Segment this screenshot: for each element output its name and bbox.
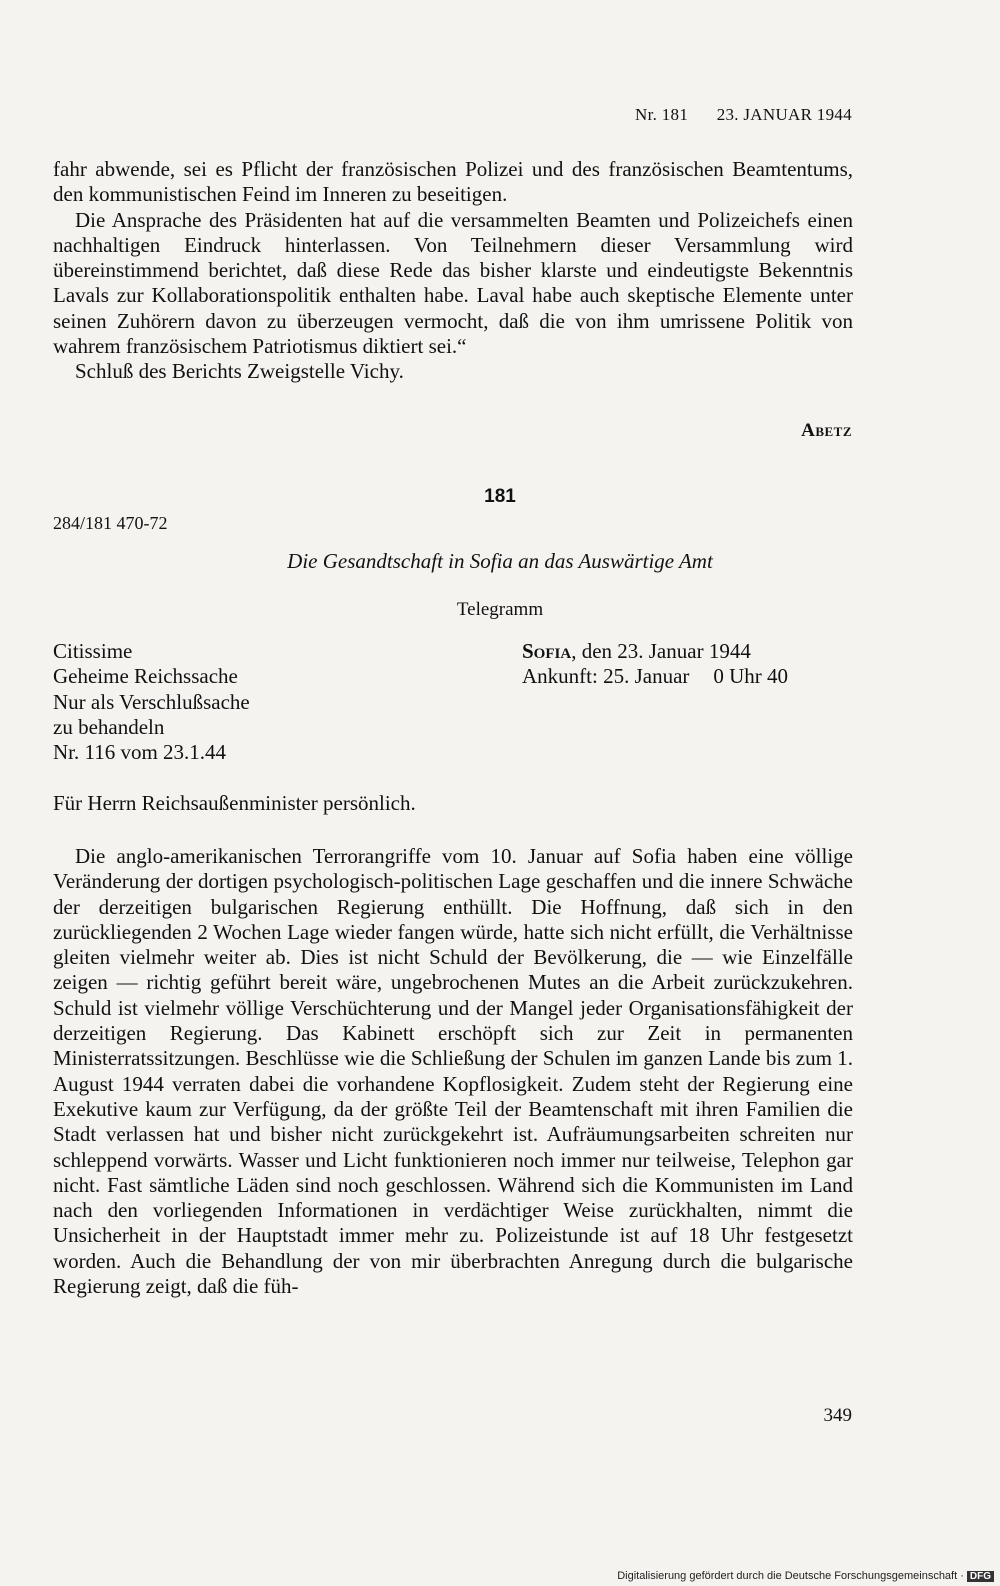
place-name: Sofia bbox=[522, 639, 572, 663]
classification-line: zu behandeln bbox=[53, 714, 165, 739]
arrival-label: Ankunft: 25. Januar bbox=[522, 664, 690, 689]
date-text: , den 23. Januar 1944 bbox=[571, 639, 751, 663]
document-type: Telegramm bbox=[456, 599, 544, 620]
paragraph: Die anglo-amerikanischen Terrorangriffe vom 10. Januar auf Sofia haben eine völlige Veränderung der dortigen psychologisch-politischen Lage geschaffen und die innere Schwäche der derzeitigen bulgarischen Regierung enthüllt. Die Hoffnung, daß sich in den zurückliegenden 2 Wochen Lage wieder fangen würde, hatte sich nicht erfüllt, die Verhältnisse gleiten vielmehr weiter ab. Dies ist nicht Schuld der Bevölkerung, die — wie Einzelfälle zeigen — richtig geführt bereit wäre, ungebrochenen Mutes an die Arbeit zurückzukehren. Schuld ist vielmehr völlige Verschüchterung und der Mangel jeder Organisationsfähigkeit der derzeitigen Regierung. Das Kabinett erschöpft sich zur Zeit in permanenten Ministerratssitzungen. Beschlüsse wie die Schließung der Schulen im ganzen Lande bis zum 1. August 1944 verraten dabei die vorhandene Kopflosigkeit. Zudem steht der Regierung eine Exekutive kaum zur Verfügung, da der größte Teil der Beamtenschaft mit ihren Familien die Stadt verlassen hat und bisher nicht zurückgekehrt ist. Aufräumungsarbeiten schreiten nur schleppend vorwärts. Wasser und Licht funktionieren noch immer nur teilweise, Telephon gar nicht. Fast sämtliche Läden sind noch geschlossen. Während sich die Kommunisten im Land nach den vorliegenden Informationen in verdächtiger Weise zurückhalten, nimmt die Unsicherheit in der Hauptstadt immer mehr zu. Polizeistunde ist auf 18 Uhr festgesetzt worden. Auch die Behandlung der von mir überbrachten Anregung durch die bulgarische Regierung zeigt, daß die füh- bbox=[53, 844, 853, 1299]
addressee: Für Herrn Reichsaußenminister persönlich. bbox=[53, 791, 416, 815]
continuation-text bbox=[53, 157, 853, 385]
footer-text: Digitalisierung gefördert durch die Deutsche Forschungsgemeinschaft · bbox=[617, 1570, 964, 1582]
arrival-line bbox=[522, 664, 788, 689]
date-block bbox=[522, 639, 788, 690]
file-reference: 284/181 470-72 bbox=[53, 513, 168, 533]
classification-line: Nur als Verschlußsache bbox=[53, 689, 250, 714]
classification-line: Citissime bbox=[53, 639, 133, 663]
classification-line: Nr. 116 vom 23.1.44 bbox=[53, 740, 227, 765]
paragraph: fahr abwende, sei es Pflicht der französischen Polizei und des französischen Beamtentums, den kommunistischen Feind im Inneren zu beseitigen. bbox=[53, 157, 853, 207]
page-number: 349 bbox=[823, 1405, 852, 1426]
running-head bbox=[611, 105, 852, 125]
classification-line: Geheime Reichssache bbox=[53, 664, 238, 689]
document-heading: Die Gesandtschaft in Sofia an das Auswärtige Amt bbox=[287, 549, 713, 573]
paragraph: Die Ansprache des Präsidenten hat auf die versammelten Beamten und Polizeichefs einen nachhaltigen Eindruck hinterlassen. Von Teilnehmern dieser Versammlung wird übereinstimmend berichtet, daß diese Rede das bisher klarste und eindeutigste Bekenntnis Lavals zur Kollaborationspolitik enthalten habe. Laval habe auch skeptische Elemente unter seinen Zuhörern davon zu überzeugen vermocht, daß die von ihm umrissene Politik von wahrem französischem Patriotismus diktiert sei.“ bbox=[53, 207, 853, 359]
arrival-time: 0 Uhr 40 bbox=[713, 664, 789, 689]
running-head-date: 23. JANUAR 1944 bbox=[716, 105, 852, 124]
dfg-logo: DFG bbox=[967, 1571, 994, 1582]
document-number: 181 bbox=[484, 486, 516, 507]
running-head-doc-no: Nr. 181 bbox=[635, 105, 689, 124]
signature: Abetz bbox=[801, 420, 852, 441]
body-text bbox=[53, 844, 853, 1299]
date-line bbox=[522, 639, 788, 664]
paragraph: Schluß des Berichts Zweigstelle Vichy. bbox=[75, 359, 404, 384]
footer bbox=[617, 1570, 994, 1582]
classification-block bbox=[53, 639, 250, 765]
